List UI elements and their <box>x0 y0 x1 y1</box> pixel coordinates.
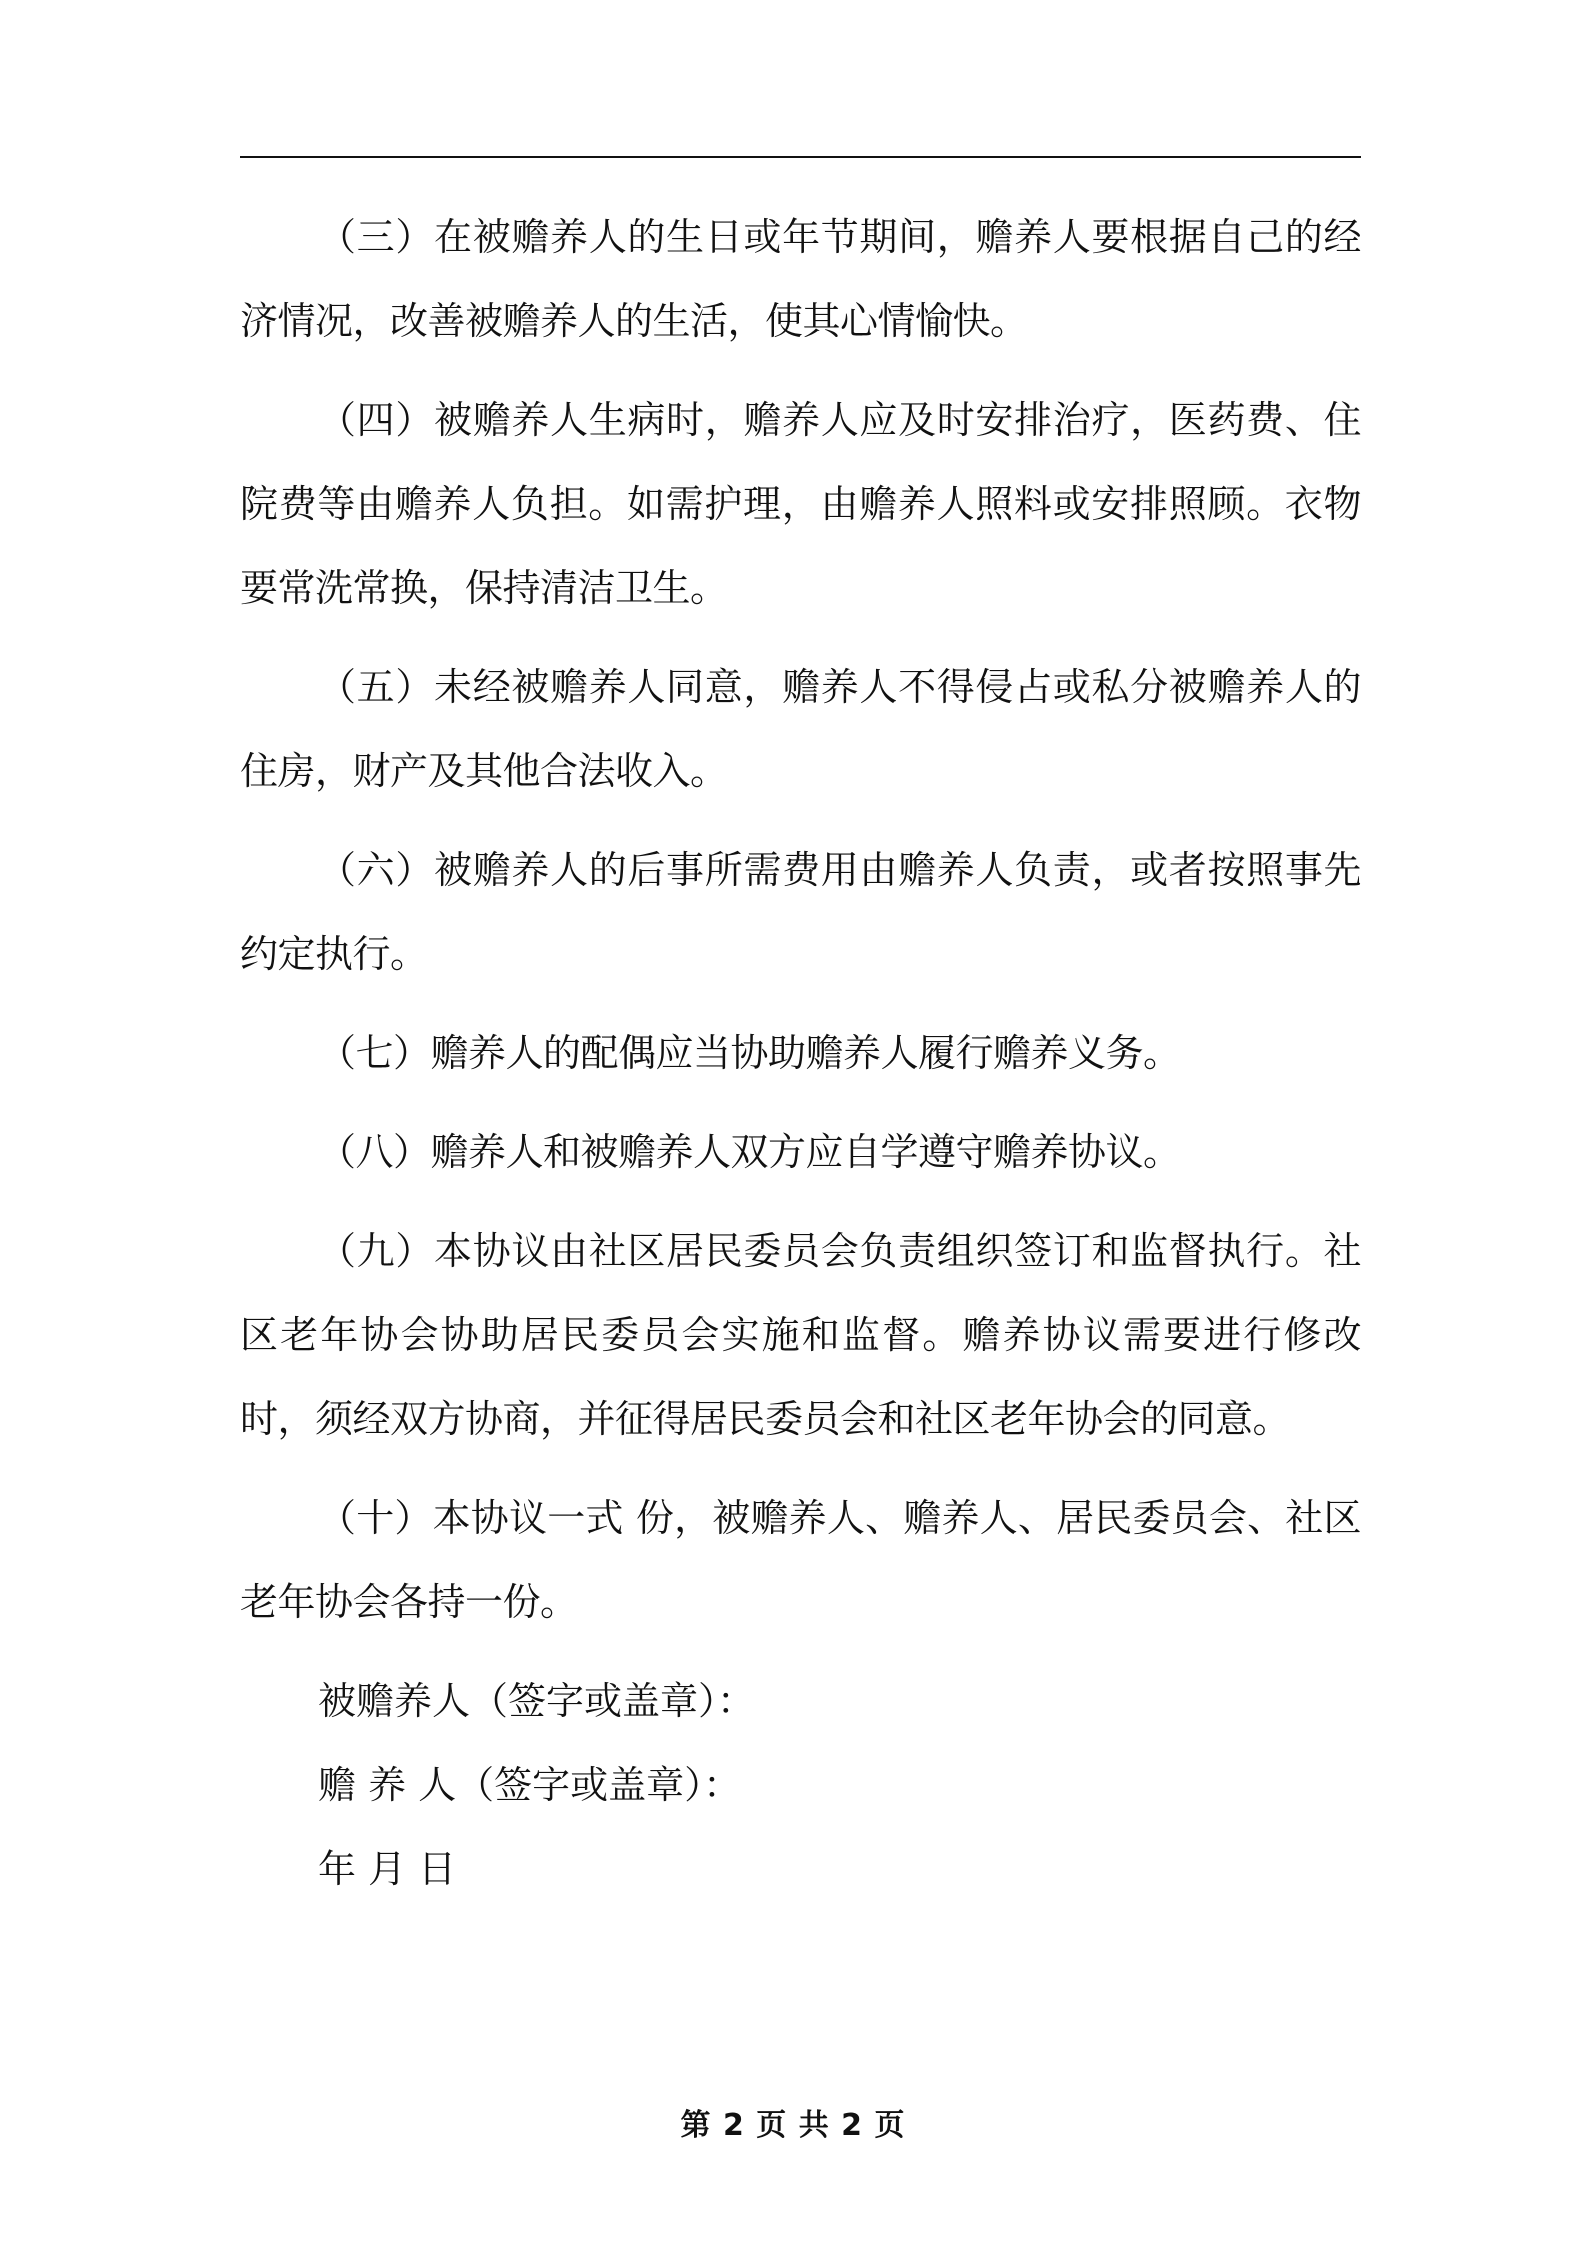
page-number: 第 2 页 共 2 页 <box>680 2108 906 2143</box>
supported-party-signature: 被赡养人（签字或盖章）： <box>318 1679 756 1723</box>
signature-block <box>240 1659 1361 1911</box>
header-divider <box>240 156 1361 158</box>
clause-9: （九）本协议由社区居民委员会负责组织签订和监督执行。社区老年协会协助居民委员会实施和监督。赡养协议需要进行修改时，须经双方协商，并征得居民委员会和社区老年协会的同意。 <box>240 1229 1361 1441</box>
clause-8: （八）赡养人和被赡养人双方应自学遵守赡养协议。 <box>318 1130 1181 1174</box>
supporter-signature: 赡 养 人（签字或盖章）： <box>318 1763 742 1807</box>
clause-4: （四）被赡养人生病时，赡养人应及时安排治疗，医药费、住院费等由赡养人负担。如需护理，由赡养人照料或安排照顾。衣物要常洗常换，保持清洁卫生。 <box>240 398 1361 610</box>
document-body <box>240 195 1361 1911</box>
clause-10: （十）本协议一式 份，被赡养人、赡养人、居民委员会、社区老年协会各持一份。 <box>240 1496 1361 1624</box>
clause-6: （六）被赡养人的后事所需费用由赡养人负责，或者按照事先约定执行。 <box>240 848 1361 976</box>
clause-3: （三）在被赡养人的生日或年节期间，赡养人要根据自己的经济情况，改善被赡养人的生活，使其心情愉快。 <box>240 215 1361 343</box>
signature-date: 年 月 日 <box>318 1847 457 1891</box>
clause-7: （七）赡养人的配偶应当协助赡养人履行赡养义务。 <box>318 1031 1181 1075</box>
clause-5: （五）未经被赡养人同意，赡养人不得侵占或私分被赡养人的住房，财产及其他合法收入。 <box>240 665 1361 793</box>
